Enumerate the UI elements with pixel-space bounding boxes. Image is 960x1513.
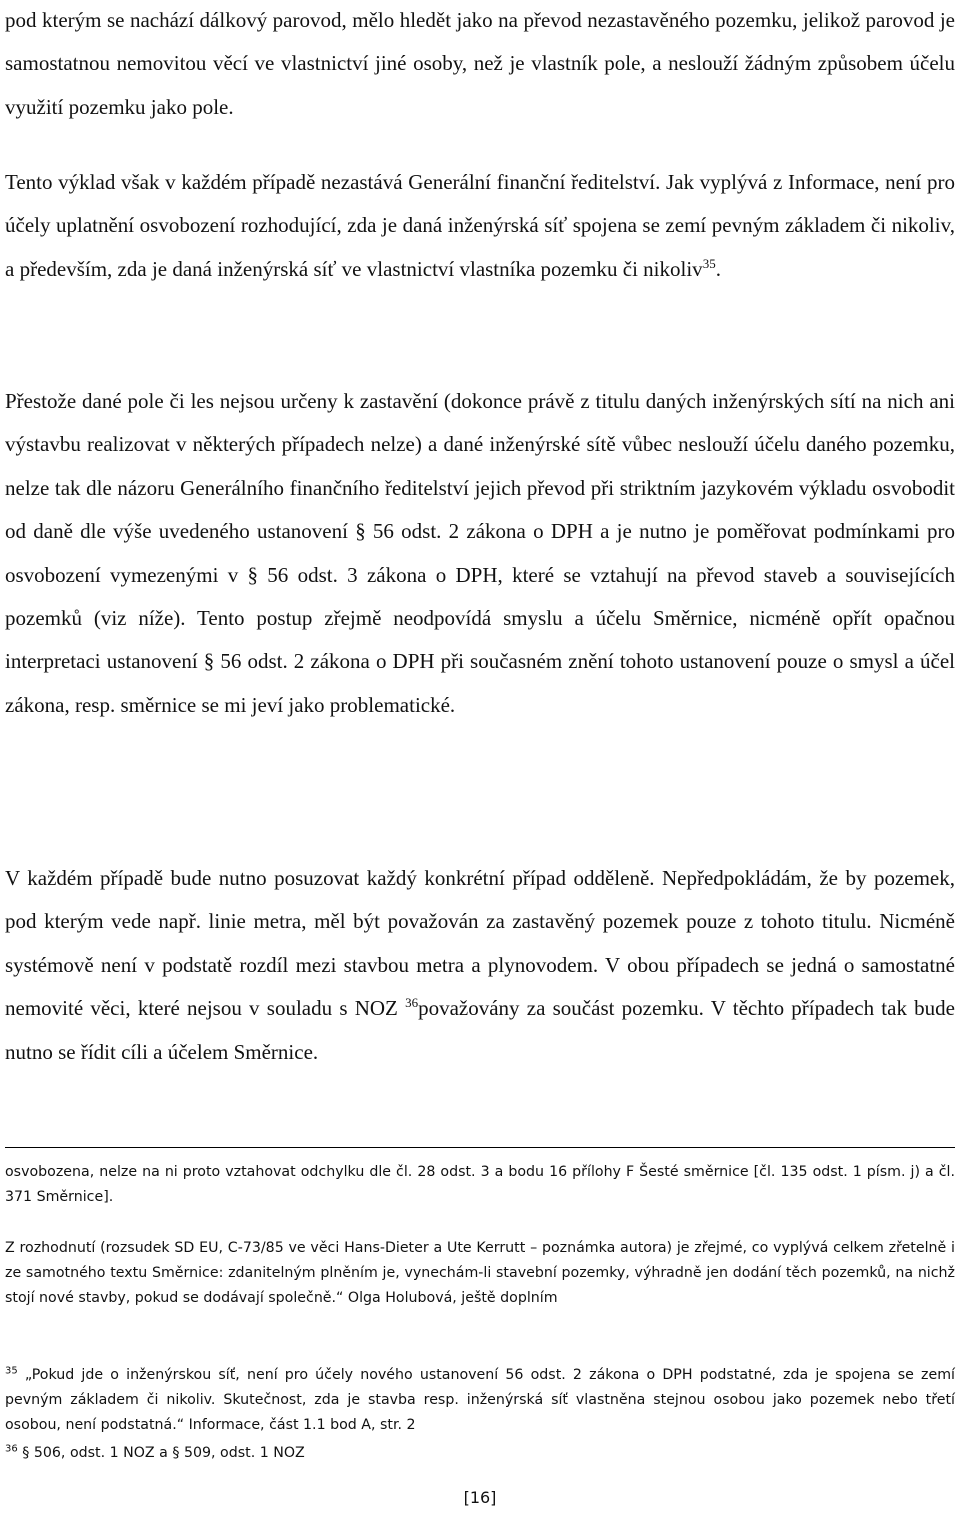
footnote-36-number: 36 xyxy=(5,1443,18,1455)
paragraph-4-text-b: považovány za součást pozemku. V těchto případech tak bude nutno se řídit cíli a účelem Směrnice. xyxy=(5,996,955,1064)
paragraph-4 xyxy=(5,857,955,1074)
footnote-continuation-1: osvobozena, nelze na ni proto vztahovat odchylku dle čl. 28 odst. 3 a bodu 16 přílohy F Šesté směrnice [čl. 135 odst. 1 písm. j) a čl. 371 Směrnice]. xyxy=(5,1164,955,1205)
footnote-35-number: 35 xyxy=(5,1365,18,1377)
footnote-35-text: „Pokud jde o inženýrskou síť, není pro účely nového ustanovení 56 odst. 2 zákona o DPH podstatné, zda je spojena se zemí pevným základem či nikoliv. Skutečnost, zda je stavba resp. inženýrská síť vlastněna stejnou osobou jako pozemek nebo třetí osobou, není podstatná.“ Informace, část 1.1 bod A, str. 2 xyxy=(5,1367,955,1433)
paragraph-2 xyxy=(5,161,955,291)
paragraph-3: Přestože dané pole či les nejsou určeny k zastavění (dokonce právě z titulu daných inženýrských sítí na nich ani výstavbu realizovat v některých případech nelze) a dané inženýrské sítě vůbec neslouží účelu daného pozemku, nelze tak dle názoru Generálního finančního ředitelství jejich převod při striktním jazykovém výkladu osvobodit od daně dle výše uvedeného ustanovení § 56 odst. 2 zákona o DPH a je nutno je poměřovat podmínkami pro osvobození vymezenými v § 56 odst. 3 zákona o DPH, které se vztahují na převod staveb a souvisejících pozemků (viz níže). Tento postup zřejmě neodpovídá smyslu a účelu Směrnice, nicméně opřít opačnou interpretaci ustanovení § 56 odst. 2 zákona o DPH při současném znění tohoto ustanovení pouze o smysl a účel zákona, resp. směrnice se mi jeví jako problematické. xyxy=(5,389,955,717)
paragraph-4-text-a: V každém případě bude nutno posuzovat každý konkrétní případ odděleně. Nepředpokládám, že by pozemek, pod kterým vede např. linie metra, měl být považován za zastavěný pozemek pouze z tohoto titulu. Nicméně systémově není v podstatě rozdíl mezi stavbou metra a plynovodem. V obou případech se jedná o samostatné nemovité věci, které nejsou v souladu s NOZ xyxy=(5,866,955,1021)
footnote-separator xyxy=(5,1147,955,1148)
footnote-36 xyxy=(5,1441,955,1466)
footnote-ref-36[interactable]: 36 xyxy=(405,995,419,1011)
page-number: [16] xyxy=(463,1488,497,1507)
paragraph-2-end: . xyxy=(715,256,721,281)
footnote-ref-35[interactable]: 35 xyxy=(702,255,716,271)
paragraph-1: pod kterým se nachází dálkový parovod, mělo hledět jako na převod nezastavěného pozemku, jelikož parovod je samostatnou nemovitou věcí ve vlastnictví jiné osoby, než je vlastník pole, a neslouží žádným způsobem účelu využití pozemku jako pole. xyxy=(5,8,955,119)
footnote-continuation-2: Z rozhodnutí (rozsudek SD EU, C-73/85 ve věci Hans-Dieter a Ute Kerrutt – poznámka autora) je zřejmé, co vyplývá celkem zřetelně i ze samotného textu Směrnice: zdanitelným plněním je, vynechám-li stavební pozemky, výhradně jen dodání těch pozemků, na nichž stojí nové stavby, pokud se dodávají společně.“ Olga Holubová, ještě doplním xyxy=(5,1240,955,1306)
footnote-36-text: § 506, odst. 1 NOZ a § 509, odst. 1 NOZ xyxy=(17,1445,305,1461)
footnote-35 xyxy=(5,1363,955,1438)
paragraph-2-text: Tento výklad však v každém případě nezastává Generální finanční ředitelství. Jak vyplývá z Informace, není pro účely uplatnění osvobození rozhodující, zda je daná inženýrská síť spojena se zemí pevným základem či nikoliv, a především, zda je daná inženýrská síť ve vlastnictví vlastníka pozemku či nikoliv xyxy=(5,170,955,281)
